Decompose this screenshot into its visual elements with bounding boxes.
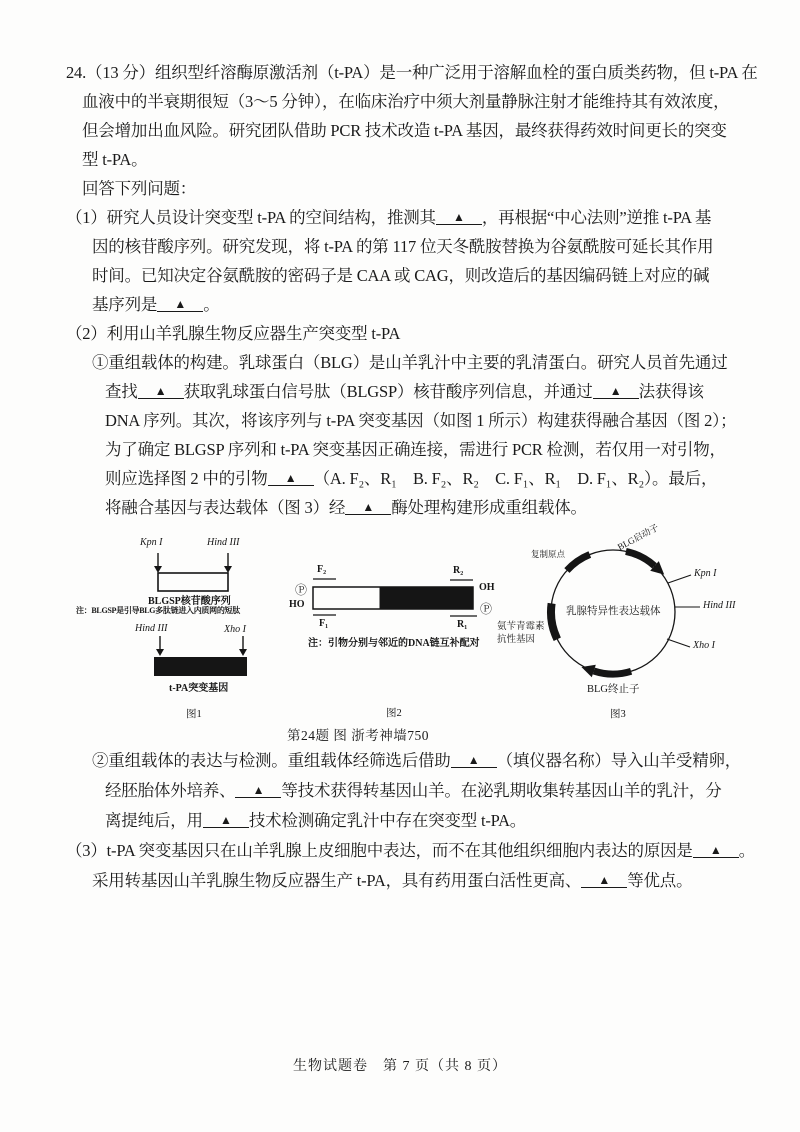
answer-blank: ▲ [157,297,203,312]
text-line [66,348,764,377]
text-run: DNA 序列。其次，将该序列与 t-PA 突变基因（如图 1 所示）构建获得融合基因（图 2）； [105,411,737,430]
text-run: 将融合基因与表达载体（图 3）经 [105,498,346,517]
text-run: ②重组载体的表达与检测。重组载体经筛选后借助 [92,751,451,770]
answer-blank: ▲ [138,384,184,399]
text-line [66,377,764,406]
kpn-arrow-head [154,566,162,573]
text-run: （2）利用山羊乳腺生物反应器生产突变型 t-PA [66,324,401,343]
fig1-note: 注：BLGSP是引导BLG多肽链进入内质网的短肽 [76,606,240,615]
text-run: ①重组载体的构建。乳球蛋白（BLG）是山羊乳汁中主要的乳清蛋白。研究人员首先通过 [92,353,728,372]
figure-group-caption: 第24题 图 浙考神墙750 [287,728,429,743]
answer-blank: ▲ [451,753,497,768]
blgsp-box [158,573,228,591]
text-line [66,319,764,348]
answer-blank: ▲ [436,210,482,225]
amp-resistance-segment [551,603,557,639]
tpa-box [154,657,247,676]
text-run: 离提纯后，用 [105,811,203,830]
text-run: 血液中的半衰期很短（3～5 分钟），在临床治疗中须大剂量静脉注射才能维持其有效浓度， [82,92,730,111]
answer-blank: ▲ [593,384,639,399]
fig2-primer-r2: R₂ [453,565,464,576]
text-run: （1）研究人员设计突变型 t-PA 的空间结构，推测其 [66,208,436,227]
text-run: 回答下列问题： [82,179,197,198]
answer-blank: ▲ [203,813,249,828]
page-footer: 生物试题卷 第 7 页（共 8 页） [293,1059,507,1074]
xho-site-tick [667,639,690,647]
text-line [66,836,764,866]
answer-blank: ▲ [345,500,391,515]
fig3-ori-label: 复制原点 [531,549,566,559]
text-run: 。 [738,841,756,860]
fig2-primer-f1: F₁ [319,618,329,629]
text-line [66,776,764,806]
fig1-tpa-label: t-PA突变基因 [169,683,229,694]
kpn-site-tick [668,575,691,583]
fig3-xho-label: Xho I [693,640,715,651]
ori-segment [567,555,590,571]
figure-group [0,522,800,746]
xho-arrow-head [239,649,247,656]
text-run: 酶处理构建形成重组载体。 [391,498,587,517]
text-run: 技术检测确定乳汁中存在突变型 t-PA。 [248,811,527,830]
fig3-kpn-label: Kpn I [694,568,717,579]
fig2-fusion-gene [313,579,477,616]
text-line [66,290,764,319]
text-run: （A. F₂、R₁ B. F₂、R₂ C. F₁、R₁ D. F₁、R₂）。最后， [313,469,718,488]
text-run: 采用转基因山羊乳腺生物反应器生产 t-PA，具有药用蛋白活性更高、 [92,871,582,890]
fig3-hind-label: Hind III [703,600,736,611]
fig1-kpn-label: Kpn I [140,537,163,548]
fig2-hydroxyl-right: OH [479,582,495,593]
text-line [66,435,764,464]
question-text-top [0,0,800,522]
fig1-xho-label: Xho I [224,624,246,635]
fig1-tpa-fragment [154,636,247,676]
text-run: 因的核苷酸序列。研究发现，将 t-PA 的第 117 位天冬酰胺替换为谷氨酰胺可延长其作用 [92,237,714,256]
fig3-amp-label-line1: 氨苄青霉素 [497,622,545,632]
fig3-promoter-label: BLG启动子 [615,522,661,553]
text-line [66,866,764,896]
text-run: 获取乳球蛋白信号肽（BLGSP）核苷酸序列信息，并通过 [183,382,593,401]
text-line [66,746,764,776]
fig2-primer-r1: R₁ [457,619,468,630]
answer-blank: ▲ [235,783,281,798]
text-run: 查找 [105,382,138,401]
answer-blank: ▲ [693,843,739,858]
text-run: 型 t-PA。 [82,150,148,169]
fig1-blgsp-fragment [154,553,232,591]
text-line [66,58,764,87]
fig2-hydroxyl-left: HO [289,599,305,610]
text-run: 则应选择图 2 中的引物 [105,469,268,488]
text-run: （填仪器名称）导入山羊受精卵， [496,751,742,770]
blg-promoter-arc [626,551,655,566]
fig2-phosphate-right-icon: Ⓟ [480,602,493,616]
text-line [66,116,764,145]
fig3-amp-label-line2: 抗性基因 [497,635,536,645]
fig3-terminator-label: BLG终止子 [587,684,640,695]
text-line [66,464,764,493]
text-run: 法获得该 [638,382,704,401]
fig2-primer-f2: F₂ [317,564,327,575]
text-run: 24.（13 分）组织型纤溶酶原激活剂（t-PA）是一种广泛用于溶解血栓的蛋白质类药物，但 t-PA 在 [66,63,758,82]
text-line [66,232,764,261]
fusion-bar-tpa-part [380,587,473,609]
text-line [66,174,764,203]
text-run: 经胚胎体外培养、 [105,781,236,800]
question-text-bottom [0,746,800,896]
text-line [66,87,764,116]
text-run: 基序列是 [92,295,158,314]
text-line [66,261,764,290]
text-line [66,493,764,522]
hind2-arrow-head [156,649,164,656]
text-run: 为了确定 BLGSP 序列和 t-PA 突变基因正确连接，需进行 PCR 检测，若仅用一对引物， [105,440,726,459]
answer-blank: ▲ [581,873,627,888]
text-run: 。 [203,295,220,314]
fig1-hind-bottom-label: Hind III [135,623,168,634]
text-run: 时间。已知决定谷氨酰胺的密码子是 CAA 或 CAG，则改造后的基因编码链上对应的碱 [92,266,710,285]
text-run: 等技术获得转基因山羊。在泌乳期收集转基因山羊的乳汁，分 [281,781,722,800]
fig2-note: 注：引物分别与邻近的DNA链互补配对 [308,638,480,649]
text-run: ，再根据“中心法则”逆推 t-PA 基 [481,208,712,227]
text-line [66,406,764,435]
text-run: 等优点。 [627,871,693,890]
hind-arrow-head [224,566,232,573]
text-line [66,145,764,174]
fig2-phosphate-left-icon: Ⓟ [295,583,308,597]
fig1-blgsp-label: BLGSP核苷酸序列 [148,596,231,607]
text-line [66,806,764,836]
fig1-caption: 图1 [186,709,202,720]
answer-blank: ▲ [268,471,314,486]
fig2-caption: 图2 [386,708,402,719]
text-line [66,203,764,232]
fig3-caption: 图3 [610,709,626,720]
text-run: 但会增加出血风险。研究团队借助 PCR 技术改造 t-PA 基因，最终获得药效时间更长的突变 [82,121,727,140]
blg-terminator-arc [594,671,631,674]
text-run: （3）t-PA 突变基因只在山羊乳腺上皮细胞中表达，而不在其他组织细胞内表达的原因是 [66,841,693,860]
fig1-hind-top-label: Hind III [207,537,240,548]
fig3-center-label: 乳腺特异性表达载体 [566,606,661,617]
